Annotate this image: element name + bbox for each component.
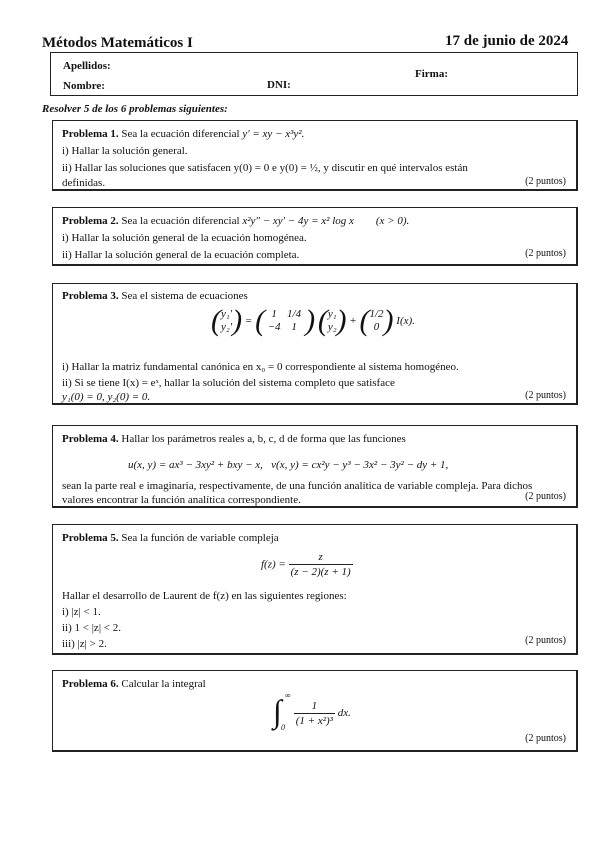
problem-item: ii) 1 < |z| < 2. — [62, 622, 121, 634]
problem-intro: Sea el sistema de ecuaciones — [121, 290, 248, 302]
problem-3 — [52, 283, 578, 405]
problem-item: i) |z| < 1. — [62, 606, 101, 618]
problem-item: ii) Si se tiene I(x) = eˣ, hallar la solución del sistema completo que satisface — [62, 377, 395, 389]
problem-1 — [52, 120, 578, 191]
problem-intro: Sea la función de variable compleja — [121, 532, 279, 544]
problem-title: Problema 2. — [62, 215, 119, 227]
dni-label: DNI: — [267, 79, 291, 91]
points-label: (2 puntos) — [525, 635, 566, 646]
points-label: (2 puntos) — [525, 248, 566, 259]
problem-title: Problema 1. — [62, 128, 119, 140]
problem-title: Problema 5. — [62, 532, 119, 544]
function-definition: f(z) = $\frac{z}{(z - 2)(z + 1)}$ — [261, 551, 351, 578]
problem-intro: Hallar los parámetros reales a, b, c, d de forma que las funciones — [121, 433, 406, 445]
problem-item: iii) |z| > 2. — [62, 638, 107, 650]
problem-item: i) Hallar la matriz fundamental canónica en x₀ = 0 correspondiente al sistema homogéneo. — [62, 361, 459, 373]
problem-equation: u(x, y) = ax³ − 3xy² + bxy − x, v(x, y) = cx²y − y³ − 3x² − 3y² − dy + 1, — [128, 459, 449, 471]
problem-intro: Sea la ecuación diferencial — [121, 215, 240, 227]
problem-item: definidas. — [62, 177, 106, 189]
apellidos-label: Apellidos: — [63, 60, 111, 72]
instructions: Resolver 5 de los 6 problemas siguientes: — [42, 103, 228, 115]
problem-title: Problema 4. — [62, 433, 119, 445]
problem-item: y₁(0) = 0, y₂(0) = 0. — [62, 391, 151, 403]
course-title: Métodos Matemáticos I — [42, 35, 193, 51]
problem-4 — [52, 425, 578, 508]
problem-item: valores encontrar la función analítica correspondiente. — [62, 494, 301, 506]
problem-item: sean la parte real e imaginaria, respectivamente, de una función analítica de variable compleja. Para dichos — [62, 480, 533, 492]
system-equation: (y₁′ y₂′) = ( 1 −41/4 1 ) (y₁ y₂) + (1/2 0 ) I(x). — [211, 304, 415, 337]
points-label: (2 puntos) — [525, 176, 566, 187]
points-label: (2 puntos) — [525, 390, 566, 401]
firma-label: Firma: — [415, 68, 448, 80]
problem-item: i) Hallar la solución general. — [62, 145, 188, 157]
problem-item: i) Hallar la solución general de la ecuación homogénea. — [62, 232, 307, 244]
problem-title: Problema 3. — [62, 290, 119, 302]
exam-date: 17 de junio de 2024 — [445, 33, 569, 49]
integral: ∫ ∞ 0 $\frac{1}{\text{(1 + x²)³}}$ dx. — [273, 691, 351, 732]
problem-intro: Calcular la integral — [121, 678, 206, 690]
points-label: (2 puntos) — [525, 733, 566, 744]
problem-equation: x²y″ − xy′ − 4y = x² log x (x > 0). — [242, 215, 410, 227]
nombre-label: Nombre: — [63, 80, 105, 92]
student-info-box — [50, 52, 578, 96]
points-label: (2 puntos) — [525, 491, 566, 502]
problem-5 — [52, 524, 578, 655]
problem-item: ii) Hallar las soluciones que satisfacen y(0) = 0 e y(0) = ½, y discutir en qué intervalos están — [62, 162, 468, 174]
problem-2 — [52, 207, 578, 266]
problem-6 — [52, 670, 578, 752]
problem-intro: Sea la ecuación diferencial — [121, 128, 240, 140]
problem-title: Problema 6. — [62, 678, 119, 690]
problem-item: ii) Hallar la solución general de la ecuación completa. — [62, 249, 300, 261]
problem-item: Hallar el desarrollo de Laurent de f(z) en las siguientes regiones: — [62, 590, 347, 602]
problem-equation: y′ = xy − x³y². — [242, 128, 305, 140]
